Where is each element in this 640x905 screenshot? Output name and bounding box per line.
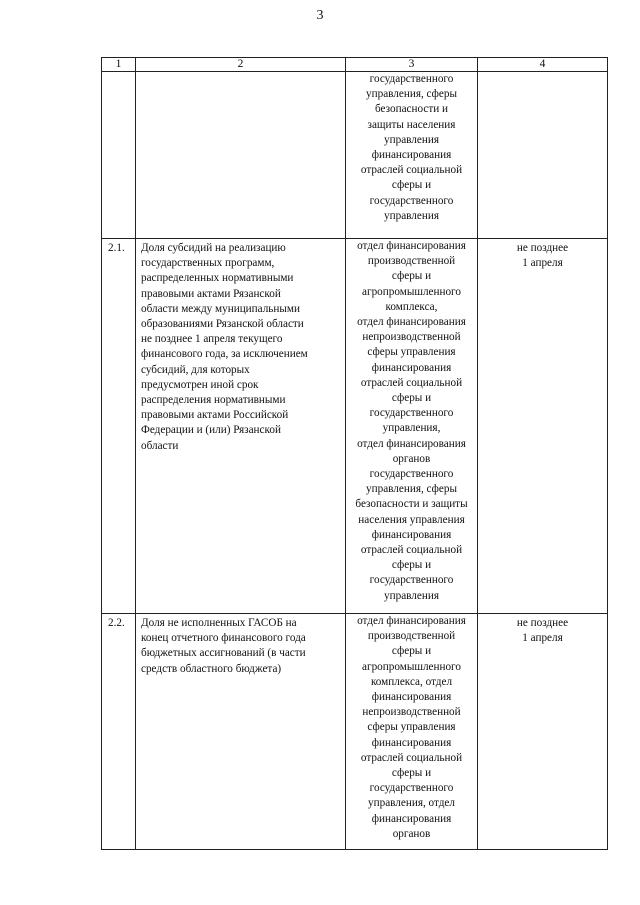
table-row	[102, 239, 608, 614]
table-row	[102, 72, 608, 239]
page-number: 3	[316, 8, 324, 23]
column-header-2: 2	[136, 58, 346, 72]
indicator-cell	[136, 72, 346, 239]
row-number: 2.2.	[102, 614, 136, 850]
column-header-3: 3	[346, 58, 478, 72]
department-cell: государственного управления, сферы безопасности и защиты населения управления финансирования отраслей социальной сферы и государственного управления	[346, 72, 478, 239]
indicator-cell: Доля не исполненных ГАСОБ на конец отчетного финансового года бюджетных ассигнований (в части средств областного бюджета)	[136, 614, 346, 850]
row-number	[102, 72, 136, 239]
column-header-1: 1	[102, 58, 136, 72]
department-cell: отдел финансирования производственной сферы и агропромышленного комплекса, отдел финансирования непроизводственной сферы управления финансирования отраслей социальной сферы и государственного управления, отдел финансирования органов государственного управления, сферы безопасности и защиты населения управления финансирования отраслей социальной сферы и государственного управления	[346, 239, 478, 614]
indicator-cell: Доля субсидий на реализацию государственных программ, распределенных нормативными правовыми актами Рязанской области между муниципальными образованиями Рязанской области не позднее 1 апреля текущего финансового года, за исключением субсидий, для которых предусмотрен иной срок распределения нормативными правовыми актами Российской Федерации и (или) Рязанской области	[136, 239, 346, 614]
column-header-4: 4	[478, 58, 608, 72]
term-cell: не позднее 1 апреля	[478, 614, 608, 850]
table-row	[102, 614, 608, 850]
term-cell: не позднее 1 апреля	[478, 239, 608, 614]
document-table	[101, 57, 608, 850]
term-cell	[478, 72, 608, 239]
department-cell: отдел финансирования производственной сферы и агропромышленного комплекса, отдел финансирования непроизводственной сферы управления финансирования отраслей социальной сферы и государственного управления, отдел финансирования органов	[346, 614, 478, 850]
table-header-row	[102, 58, 608, 72]
row-number: 2.1.	[102, 239, 136, 614]
